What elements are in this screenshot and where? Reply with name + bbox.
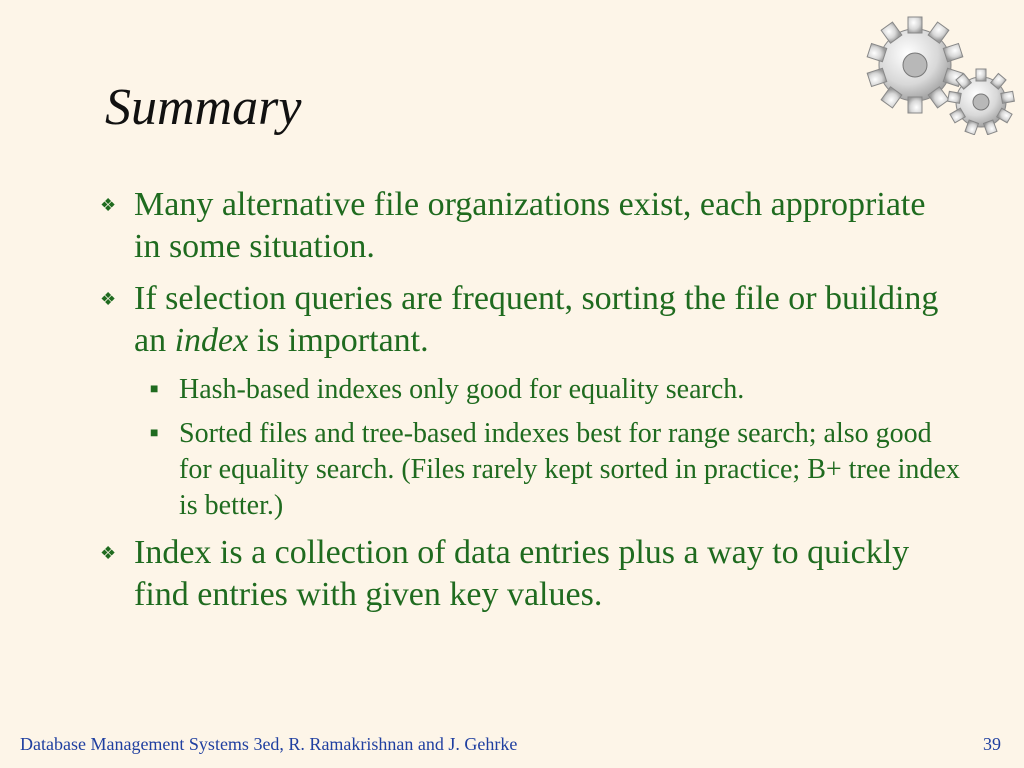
bullet-text: Many alternative file organizations exist, each appropriate in some situation. <box>134 186 926 265</box>
square-bullet-icon: ■ <box>150 382 159 397</box>
bullet-list <box>100 184 960 626</box>
sub-bullet-item <box>100 416 960 524</box>
diamond-bullet-icon: ❖ <box>100 289 117 309</box>
sub-bullet-text: Hash-based indexes only good for equality search. <box>179 374 745 405</box>
page-number: 39 <box>983 734 1001 754</box>
diamond-bullet-icon: ❖ <box>100 195 117 215</box>
sub-bullet-item <box>100 372 960 408</box>
bullet-text: Index is a collection of data entries plus a way to quickly find entries with given key values. <box>134 534 910 613</box>
bullet-item <box>100 532 960 616</box>
footer-citation: Database Management Systems 3ed, R. Ramakrishnan and J. Gehrke <box>20 734 518 754</box>
bullet-emphasis: index <box>174 322 249 359</box>
gears-icon <box>855 10 1020 135</box>
bullet-text: is important. <box>248 322 429 359</box>
bullet-text: If selection queries are frequent, sorting the file or building an <box>134 280 939 359</box>
diamond-bullet-icon: ❖ <box>100 543 117 563</box>
bullet-item <box>100 184 960 268</box>
sub-bullet-text: Sorted files and tree-based indexes best for range search; also good for equality search. (Files rarely kept sorted in practice; B+ tree index is better.) <box>179 418 960 521</box>
bullet-item <box>100 278 960 362</box>
slide-title: Summary <box>105 79 302 136</box>
square-bullet-icon: ■ <box>150 426 159 441</box>
